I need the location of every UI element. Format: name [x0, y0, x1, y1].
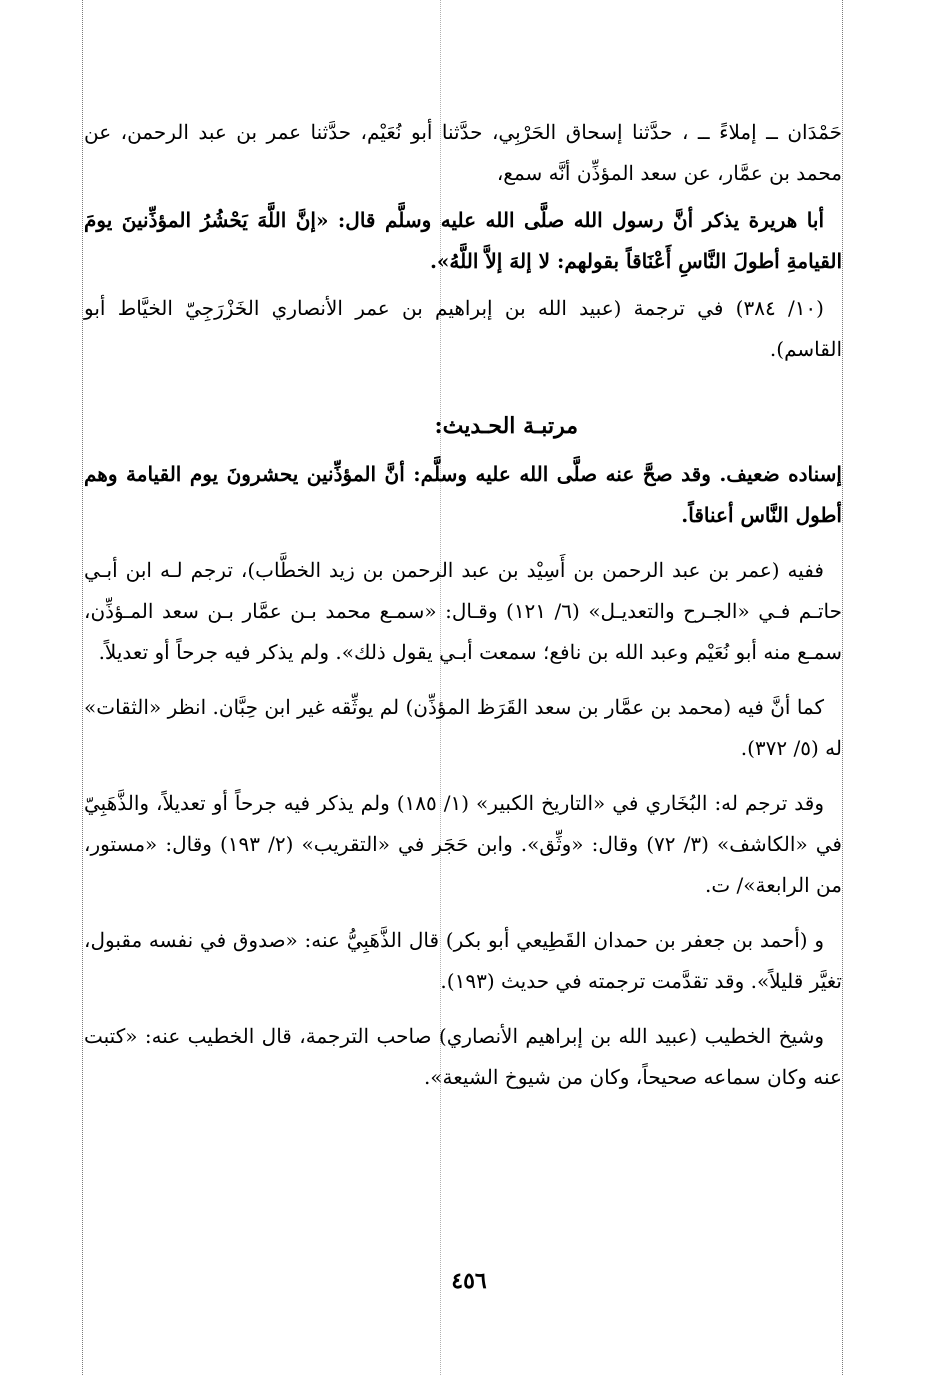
narrator-muhammad-paragraph: كما أنَّ فيه (محمد بن عمَّار بن سعد القَرَظ المؤذِّن) لم يوثِّقه غير ابن حِبَّان. انظر «الثقات» له (٥/ ٣٧٢).	[84, 695, 842, 760]
isnad-paragraph: حَمْدَان ــ إملاءً ــ ، حدَّثنا إسحاق الحَرْبِي، حدَّثنا أبو نُعَيْم، حدَّثنا عمر بن عبد الرحمن، عن محمد بن عمَّار، عن سعد المؤذِّن أنَّه سمع،	[84, 120, 842, 185]
page-body	[84, 112, 842, 1098]
right-margin-guide	[842, 0, 843, 1375]
page-number: ٤٥٦	[451, 1268, 487, 1294]
khatib-sheikh-paragraph: وشيخ الخطيب (عبيد الله بن إبراهيم الأنصاري) صاحب الترجمة، قال الخطيب عنه: «كتبت عنه وكان سماعه صحيحاً، وكان من شيوخ الشيعة».	[84, 1024, 842, 1089]
narrator-ahmad-paragraph: و (أحمد بن جعفر بن حمدان القَطِيعي أبو بكر) قال الذَّهَبِيُّ عنه: «صدوق في نفسه مقبول، تغيَّر قليلاً». وقد تقدَّمت ترجمته في حديث (١٩٣).	[84, 928, 842, 993]
narrator-umar-paragraph: ففيه (عمر بن عبد الرحمن بن أَسِيْد بن عبد الرحمن بن زيد الخطَّاب)، ترجم لـه ابن أبـي حاتـم فـي «الجـرح والتعديـل» (٦/ ١٢١) وقـال: «سمـع محمد بـن عمَّار بـن سعد المـؤذِّن، سمـع منه أبو نُعَيْم وعبد الله بن نافع؛ سمعت أبـي يقول ذلك». ولم يذكر فيه جرحاً أو تعديلاً.	[84, 558, 842, 664]
hadith-text-paragraph: أبا هريرة يذكر أنَّ رسول الله صلَّى الله عليه وسلَّم قال: «إنَّ اللَّهَ يَحْشُرُ المؤذِّنينَ يومَ القيامةِ أطولَ النَّاسِ أَعْنَاقاً بقولهم: لا إلهَ إلاَّ اللَّهُ».	[84, 208, 842, 273]
source-reference-paragraph: (١٠/ ٣٨٤) في ترجمة (عبيد الله بن إبراهيم بن عمر الأنصاري الخَزْرَجِيّ الخيَّاط أبو القاسم).	[84, 296, 842, 361]
grading-paragraph: إسناده ضعيف. وقد صحَّ عنه صلَّى الله عليه وسلَّم: أنَّ المؤذِّنين يحشرونَ يوم القيامة وهم أطول النَّاس أعناقاً.	[84, 462, 842, 527]
biography-sources-paragraph: وقد ترجم له: البُخَاري في «التاريخ الكبير» (١/ ١٨٥) ولم يذكر فيه جرحاً أو تعديلاً، والذَّهَبِيّ في «الكاشف» (٣/ ٧٢) وقال: «وثِّق». وابن حَجَر في «التقريب» (٢/ ١٩٣) وقال: «مستور، من الرابعة»/ ت.	[84, 791, 842, 897]
left-margin-guide	[82, 0, 83, 1375]
section-heading: مرتبـة الحـديث:	[434, 413, 578, 439]
